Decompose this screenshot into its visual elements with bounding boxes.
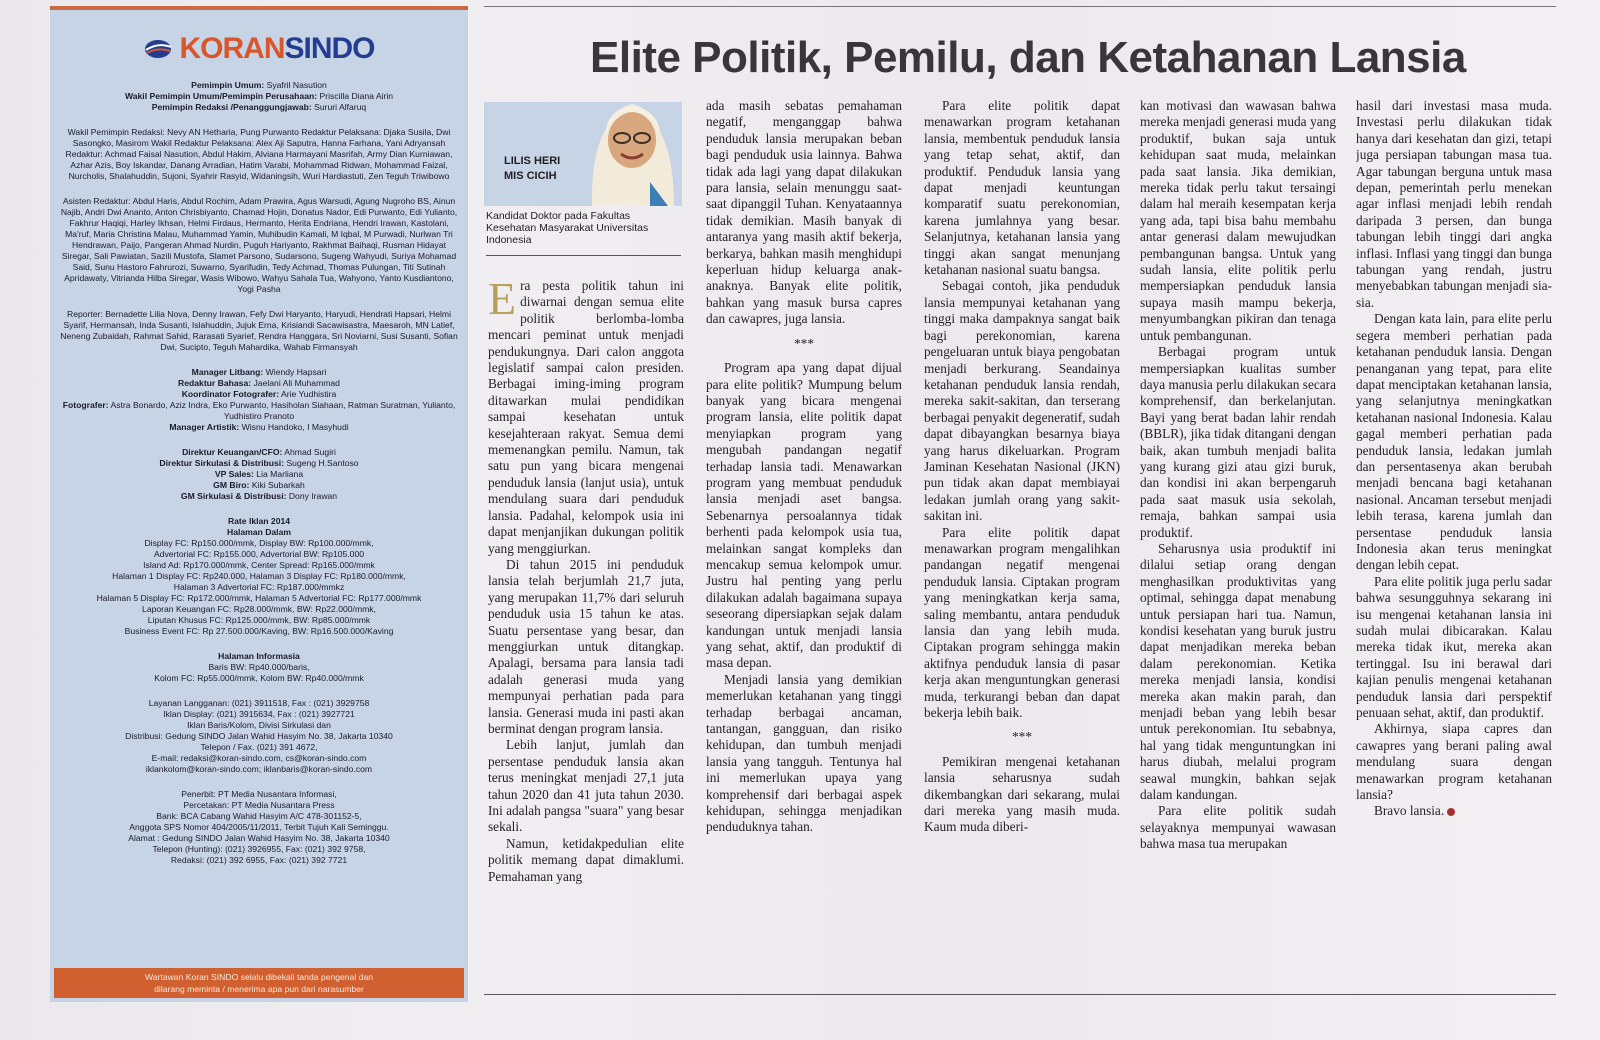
- masthead-editors: [60, 127, 458, 182]
- contact-line: Telepon / Fax. (021) 391 4672,: [200, 742, 318, 752]
- article-headline: Elite Politik, Pemilu, dan Ketahanan Lansia: [590, 33, 1466, 82]
- contact-line: Iklan Display: (021) 3915634, Fax : (021) 3927721: [163, 709, 355, 719]
- article-paragraph: kan motivasi dan wawasan bahwa mereka menjadi generasi muda yang produktif, bukan saja untuk kehidupan saat muda, melainkan pada saat lansia. Jika demikian, mereka tidak perlu takut tersaingi dalam hal meraih kesempatan kerja yang ada, tapi bisa bahu membahu antar generasi dalam mewujudkan pembangunan bangsa. Untuk yang sudah lansia, elite politik perlu mempersiapkan penduduk lansia supaya masih mampu bekerja, menyumbangkan pikiran dan tenaga untuk pembangunan.: [1140, 98, 1336, 343]
- masthead-line: Pemimpin Redaksi /Penanggungjawab: Sururi Alfaruq: [151, 102, 367, 112]
- author-photo: [580, 82, 684, 206]
- article-paragraph: Para elite politik dapat menawarkan program ketahanan lansia, membentuk penduduk lansia yang tetap sehat, aktif, dan produktif. Penduduk lansia yang dapat menjadi keuntungan komparatif suatu perekonomian, karena jumlahnya yang besar. Selanjutnya, ketahanan lansia yang tinggi akan sangat menunjang ketahanan nasional suatu bangsa.: [924, 98, 1120, 278]
- publisher-line: Redaksi: (021) 392 6955, Fax: (021) 392 7721: [170, 855, 348, 865]
- author-bio: Kandidat Doktor pada Fakultas Kesehatan Masyarakat Universitas Indonesia: [486, 210, 649, 246]
- publisher-line: Penerbit: PT Media Nusantara Informasi,: [181, 789, 337, 799]
- contact-line: iklankolom@koran-sindo.com; iklanbaris@koran-sindo.com: [145, 764, 373, 774]
- info-line: Kolom FC: Rp55.000/mmk, Kolom BW: Rp40.000/mmk: [154, 673, 364, 683]
- masthead-paragraph: Asisten Redaktur: Abdul Haris, Abdul Rochim, Adam Prawira, Agus Warsudi, Agung Nugroho BS, Ainun Najib, Andri Dwi Ananto, Anton Chrisbiyanto, Chamad Hojin, Donatus Nador, Edi Purwanto, Edi Yulianto, Fakhrur Haqiqi, Harley Ikhsan, Helmi Firdaus, Hermanto, Herita Endriana, Hendri Irawan, Kastolani, Ma'ruf, Maria Christina Malau, Muhammad Yamin, Muhibudin Kamali, M Iqbal, M Purwadi, Nurlwan Tri Hendrawan, Paijo, Pangeran Ahmad Nurdin, Puguh Hariyanto, Rakhmat Baihaqi, Rusman Hidayat Siregar, Sali Pawiatan, Sazili Mustofa, Slamet Parsono, Sudarsono, Sugeng Wahyudi, Suriya Mohamad Said, Sunu Hastoro Fahrurozi, Suwarno, Syarifudin, Tedy Achmad, Thomas Pulungan, Titi Sutinah Apridawaty, Vitrianda Hilba Siregar, Wasis Wibowo, Wahyu Sahala Tua, Wahyono, Yanto Kusdiantono, Yogi Pasha: [60, 196, 458, 294]
- article-paragraph: Menjadi lansia yang demikian memerlukan ketahanan yang tinggi terhadap berbagai ancaman, tantangan, gangguan, dan risiko kehidupan, dan tumbuh menjadi lansia yang tangguh. Tentunya hal ini memerlukan upaya yang komprehensif dari berbagai aspek kehidupan, sehingga menjadikan penduduknya tahan.: [706, 671, 902, 835]
- masthead-line: Koordinator Fotografer: Arie Yudhistira: [181, 389, 337, 399]
- rate-title: Rate Iklan 2014: [227, 516, 291, 526]
- masthead-line: Manager Litbang: Wiendy Hapsari: [191, 367, 327, 377]
- bio-rule: [486, 255, 681, 256]
- bottom-rule: [484, 994, 1556, 995]
- rate-line: Halaman 5 Display FC: Rp172.000/mmk, Halaman 5 Advertorial FC: Rp177.000/mmk: [96, 593, 422, 603]
- article-paragraph: Di tahun 2015 ini penduduk lansia telah berjumlah 21,7 juta, yang merupakan 11,7% dari seluruh penduduk usia 15 tahun ke atas. Suatu persentase yang besar, dan menggiurkan untuk ditangkap. Apalagi, bersama para lansia tadi adalah generasi muda yang mempunyai perhatian pada para lansia. Generasi muda ini pasti akan berminat dengan program lansia.: [488, 556, 684, 736]
- article-paragraph: Program apa yang dapat dijual para elite politik? Mumpung belum banyak yang bicara mengenai program lansia, elite politik dapat menyiapkan program yang mengubah pandangan negatif terhadap lansia tadi. Menawarkan program yang membuat penduduk lansia menjadi aset bangsa. Sebenarnya persoalannya tidak berhenti pada kelompok usia tua, melainkan sangat kompleks dan mencakup semua kelompok umur. Justru hal penting yang perlu dilakukan adalah bagaimana supaya seseorang dipersiapkan sejak dalam kandungan untuk menjadi lansia yang sehat, aktif, dan produktif di masa depan.: [706, 360, 902, 671]
- footer-line: Wartawan Koran SINDO selalu dibekali tanda pengenal dan: [144, 972, 374, 982]
- author-name: LILIS HERI MIS CICIH: [504, 155, 561, 182]
- publisher-line: Alamat : Gedung SINDO Jalan Wahid Hasyim No. 38, Jakarta 10340: [128, 833, 390, 843]
- masthead-line: Fotografer: Astra Bonardo, Aziz Indra, Eko Purwanto, Hasiholan Siahaan, Ratman Suratman, Yulianto, Yudhistiro Pranoto: [62, 400, 456, 421]
- article-column-1: [488, 278, 684, 990]
- masthead-leaders: [60, 80, 458, 113]
- masthead-footer-notice: [54, 968, 464, 998]
- masthead-line: VP Sales: Lia Marliana: [214, 469, 304, 479]
- masthead-line: Redaktur Bahasa: Jaelani Ali Muhammad: [178, 378, 340, 388]
- article-paragraph: Namun, ketidakpedulian elite politik memang dapat dimaklumi. Pemahaman yang: [488, 835, 684, 884]
- globe-icon: [143, 38, 173, 60]
- article-paragraph: Seharusnya usia produktif ini dilalui setiap orang dengan menghasilkan produktivitas yang optimal, sehingga dapat menabung untuk persiapan hari tua. Namun, kondisi kesehatan yang buruk justru dapat menjadikan mereka beban dalam perekonomian. Ketika mereka menjadi lansia, kondisi mereka akan makin parah, dan menjadi beban yang lebih besar untuk perekonomian. Itu sebabnya, hal yang tidak menguntungkan ini harus diubah, melalui program seawal mungkin, bahkan sejak dalam kandungan.: [1140, 540, 1336, 803]
- article-paragraph: Era pesta politik tahun ini diwarnai dengan semua elite politik berlomba-lomba mencari peminat untuk menjadi pendukungnya. Dari calon anggota legislatif sampai calon presiden. Berbagai iming-iming program ditawarkan mulai pendidikan sampai kesehatan untuk kesejahteraan rakyat. Semua demi memenangkan pemilu. Namun, tak satu pun yang bicara mengenai penduduk lansia (lanjut usia), untuk mendulang suara dari penduduk lansia. Padahal, kelompok usia ini dapat menjanjikan dukungan politik yang menggiurkan.: [488, 278, 684, 556]
- contact-line: E-mail: redaksi@koran-sindo.com, cs@koran-sindo.com: [151, 753, 367, 763]
- publisher-line: Percetakan: PT Media Nusantara Press: [183, 800, 335, 810]
- masthead-assistant-editors: [60, 196, 458, 295]
- article-paragraph: ada masih sebatas pemahaman negatif, menganggap bahwa penduduk lansia merupakan beban bagi penduduk usia lainnya. Bahwa tidak ada lagi yang dapat dilakukan para lansia, selain menunggu saat-saat dipanggil Tuhan. Kenyataannya tidak demikian. Masih banyak di antaranya yang masih aktif bekerja, berkarya, bahkan masih menghidupi keperluan hidup keluarga anak-anaknya. Banyak elite politik, bahkan yang masuk bursa capres dan cawapres, juga lansia.: [706, 98, 902, 327]
- article-paragraph: Pemikiran mengenai ketahanan lansia seharusnya sudah dikembangkan dari sekarang, mulai dari mereka yang masih muda. Kaum muda diberi-: [924, 753, 1120, 835]
- publisher-line: Bank: BCA Cabang Wahid Hasyim A/C 478-301152-5,: [156, 811, 362, 821]
- article-column-3: [924, 98, 1120, 990]
- author-box: [484, 102, 682, 206]
- masthead-line: Direktur Keuangan/CFO: Ahmad Sugiri: [182, 447, 336, 457]
- info-title: Halaman Informasia: [218, 651, 300, 661]
- article-paragraph: Akhirnya, siapa capres dan cawapres yang berani paling awal mendulang suara dengan menawarkan program ketahanan lansia?: [1356, 721, 1552, 803]
- rate-subtitle: Halaman Dalam: [226, 527, 291, 537]
- rate-line: Halaman 1 Display FC: Rp240.000, Halaman 3 Display FC: Rp180.000/mmk,: [112, 571, 406, 581]
- masthead-directors: [60, 447, 458, 502]
- section-separator: ***: [1012, 729, 1032, 745]
- masthead-managers: [60, 367, 458, 433]
- end-mark-icon: [1447, 808, 1455, 816]
- article-paragraph: Para elite politik sudah selayaknya mempunyai wawasan bahwa masa tua merupakan: [1140, 803, 1336, 852]
- rate-line: Liputan Khusus FC: Rp125.000/mmk, BW: Rp85.000/mmk: [147, 615, 371, 625]
- publisher-line: Anggota SPS Nomor 404/2005/11/2011, Terbit Tujuh Kali Seminggu.: [129, 822, 389, 832]
- article-paragraph: Dengan kata lain, para elite perlu segera memberi perhatian pada ketahanan penduduk lansia. Dengan penanganan yang tepat, para elite dapat menciptakan ketahanan lansia, yang selanjutnya meningkatkan ketahanan nasional Indonesia. Kalau gagal memberi perhatian pada penduduk lansia, ledakan jumlah dan persentasenya akan berubah menjadi bencana bagi ketahanan nasional. Ancaman tersebut menjadi lebih terasa, karena jumlah dan persentase penduduk lansia Indonesia akan terus meningkat dengan lebih cepat.: [1356, 311, 1552, 573]
- article-paragraph: Para elite politik juga perlu sadar bahwa sesungguhnya sekarang ini isu mengenai ketahanan lansia ini sudah mulai dibicarakan. Kalau mereka tidak ikut, mereka akan tertinggal. Isu ini berawal dari kajian penulis mengenai ketahanan penduduk lansia dari perspektif penuaan sehat, aktif, dan produktif.: [1356, 573, 1552, 721]
- logo-text-koran: KORAN: [179, 32, 285, 65]
- article-paragraph: Sebagai contoh, jika penduduk lansia mempunyai ketahanan yang tinggi maka dampaknya sangat baik bagi perekonomian, karena pengeluaran untuk biaya pengobatan menjadi berkurang. Seandainya ketahanan penduduk lansia rendah, mereka sakit-sakitan, dan terserang berbagai penyakit degeneratif, sudah dapat dibayangkan besarnya biaya yang harus dikeluarkan. Program Jaminan Kesehatan Nasional (JKN) pun tidak akan dapat membiayai ledakan jumlah orang yang sakit-sakitan ini.: [924, 278, 1120, 524]
- rate-line: Island Ad: Rp170.000/mmk, Center Spread: Rp165.000/mmk: [143, 560, 375, 570]
- masthead-ad-rates: [60, 516, 458, 637]
- info-line: Baris BW: Rp40.000/baris,: [208, 662, 310, 672]
- masthead-contacts: [60, 698, 458, 775]
- article-column-2: [706, 98, 902, 990]
- article-paragraph: Lebih lanjut, jumlah dan persentase penduduk lansia akan terus meningkat menjadi 27,1 juta tahun 2020 dan 41 juta tahun 2030. Ini adalah pangsa "suara" yang besar sekali.: [488, 737, 684, 835]
- masthead-reporters: [60, 309, 458, 353]
- drop-cap: E: [488, 278, 517, 324]
- masthead-line: GM Sirkulasi & Distribusi: Dony Irawan: [180, 491, 338, 501]
- contact-line: Iklan Baris/Kolom, Divisi Sirkulasi dan: [187, 720, 331, 730]
- rate-line: Advertorial FC: Rp155.000, Advertorial BW: Rp105.000: [153, 549, 365, 559]
- contact-line: Distribusi: Gedung SINDO Jalan Wahid Hasyim No. 38, Jakarta 10340: [125, 731, 393, 741]
- rate-line: Business Event FC: Rp 27.500.000/Kaving, BW: Rp16.500.000/Kaving: [124, 626, 394, 636]
- masthead-line: Pemimpin Umum: Syafril Nasution: [191, 80, 327, 90]
- contact-line: Layanan Langganan: (021) 3911518, Fax : (021) 3929758: [148, 698, 370, 708]
- article-paragraph: Berbagai program untuk mempersiapkan kualitas sumber daya manusia perlu dilakukan secara komprehensif, dan berkelanjutan. Bayi yang berat badan lahir rendah (BBLR), jika tidak ditangani dengan baik, akan tumbuh menjadi balita yang kurang gizi atau gizi buruk, dan kondisi ini akan berpengaruh pada saat masuk usia sekolah, remaja, bahkan sampai usia produktif.: [1140, 344, 1336, 540]
- rate-line: Display FC: Rp150.000/mmk, Display BW: Rp100.000/mmk,: [144, 538, 374, 548]
- article-paragraph: hasil dari investasi masa muda. Investasi perlu dilakukan tidak hanya dari kesehatan dan gizi, tetapi juga persiapan tabungan masa tua. Agar tabungan berguna untuk masa depan, pemerintah perlu menekan agar inflasi menjadi lebih rendah daripada 3 persen, dan bunga tabungan lebih tinggi dari angka inflasi. Inflasi yang tinggi dan bunga tabungan yang rendah, justru menyebabkan tabungan menjadi sia-sia.: [1356, 98, 1552, 310]
- top-rule: [484, 6, 1556, 7]
- article-paragraph: Bravo lansia.: [1356, 803, 1552, 819]
- masthead-paragraph: Wakil Pemimpin Redaksi: Nevy AN Hetharia, Pung Purwanto Redaktur Pelaksana: Djaka Susila, Dwi Sasongko, Masirom Wakil Redaktur Pelaksana: Alex Aji Saputra, Hanna Farhana, Yani Adryansah Redaktur: Achmad Faisal Nasution, Abdul Hakim, Alviana Harmayani Masrifah, Army Dian Kurniawan, Azhar Azis, Boy Iskandar, Danang Arradian, Hatim Varabi, Mohammad Ridwan, Mohammad Faizal, Nurcholis, Shalahuddin, Sujoni, Syahrir Rasyid, Widaningsih, Wuri Hardiastuti, Zen Teguh Triwibowo: [65, 127, 453, 181]
- article-paragraph: Para elite politik dapat menawarkan program mengalihkan pandangan negatif mengenai penduduk lansia. Ciptakan program yang meningkatkan kerja sama, saling membantu, antara penduduk lansia dan yang lebih muda. Ciptakan program sehingga makin aktifnya penduduk lansia di pasar kerja akan menguntungkan generasi muda, terkurangi beban dan dapat bekerja lebih baik.: [924, 524, 1120, 721]
- publisher-line: Telepon (Hunting): (021) 3926955, Fax: (021) 392 9758,: [152, 844, 366, 854]
- masthead-line: Wakil Pemimpin Umum/Pemimpin Perusahaan: Priscilla Diana Airin: [124, 91, 394, 101]
- rate-line: Halaman 3 Advertorial FC: Rp187.000/mmkz: [173, 582, 345, 592]
- masthead-line: Manager Artistik: Wisnu Handoko, I Masyhudi: [169, 422, 349, 432]
- article-column-5: [1356, 98, 1552, 990]
- rate-line: Laporan Keuangan FC: Rp28.000/mmk, BW: Rp22.000/mmk,: [142, 604, 376, 614]
- masthead-line: Direktur Sirkulasi & Distribusi: Sugeng H.Santoso: [159, 458, 359, 468]
- article-column-4: [1140, 98, 1336, 990]
- masthead-box: [50, 6, 468, 1002]
- logo-text-sindo: SINDO: [284, 32, 375, 65]
- koran-sindo-logo: [60, 34, 458, 64]
- masthead-line: GM Biro: Kiki Subarkah: [213, 480, 305, 490]
- masthead-info-rates: [60, 651, 458, 684]
- masthead-publisher: [60, 789, 458, 866]
- masthead-paragraph: Reporter: Bernadette Lilia Nova, Denny Irawan, Fefy Dwi Haryanto, Haryudi, Hendrati Hapsari, Helmi Syarif, Hermansah, Inda Susanti, Islahuddin, Jujuk Erna, Krisiandi Sacawisastra, Maesaroh, MN Latief, Neneng Zubaidah, Rahmat Sahid, Rarasati Syarief, Rendra Hanggara, Sri Noviarni, Susi Susanti, Sofian Dwi, Sucipto, Teguh Mahardika, Wahab Firmansyah: [60, 309, 458, 352]
- footer-line: dilarang meminta / menerima apa pun dari narasumber: [154, 984, 364, 994]
- section-separator: ***: [794, 335, 814, 351]
